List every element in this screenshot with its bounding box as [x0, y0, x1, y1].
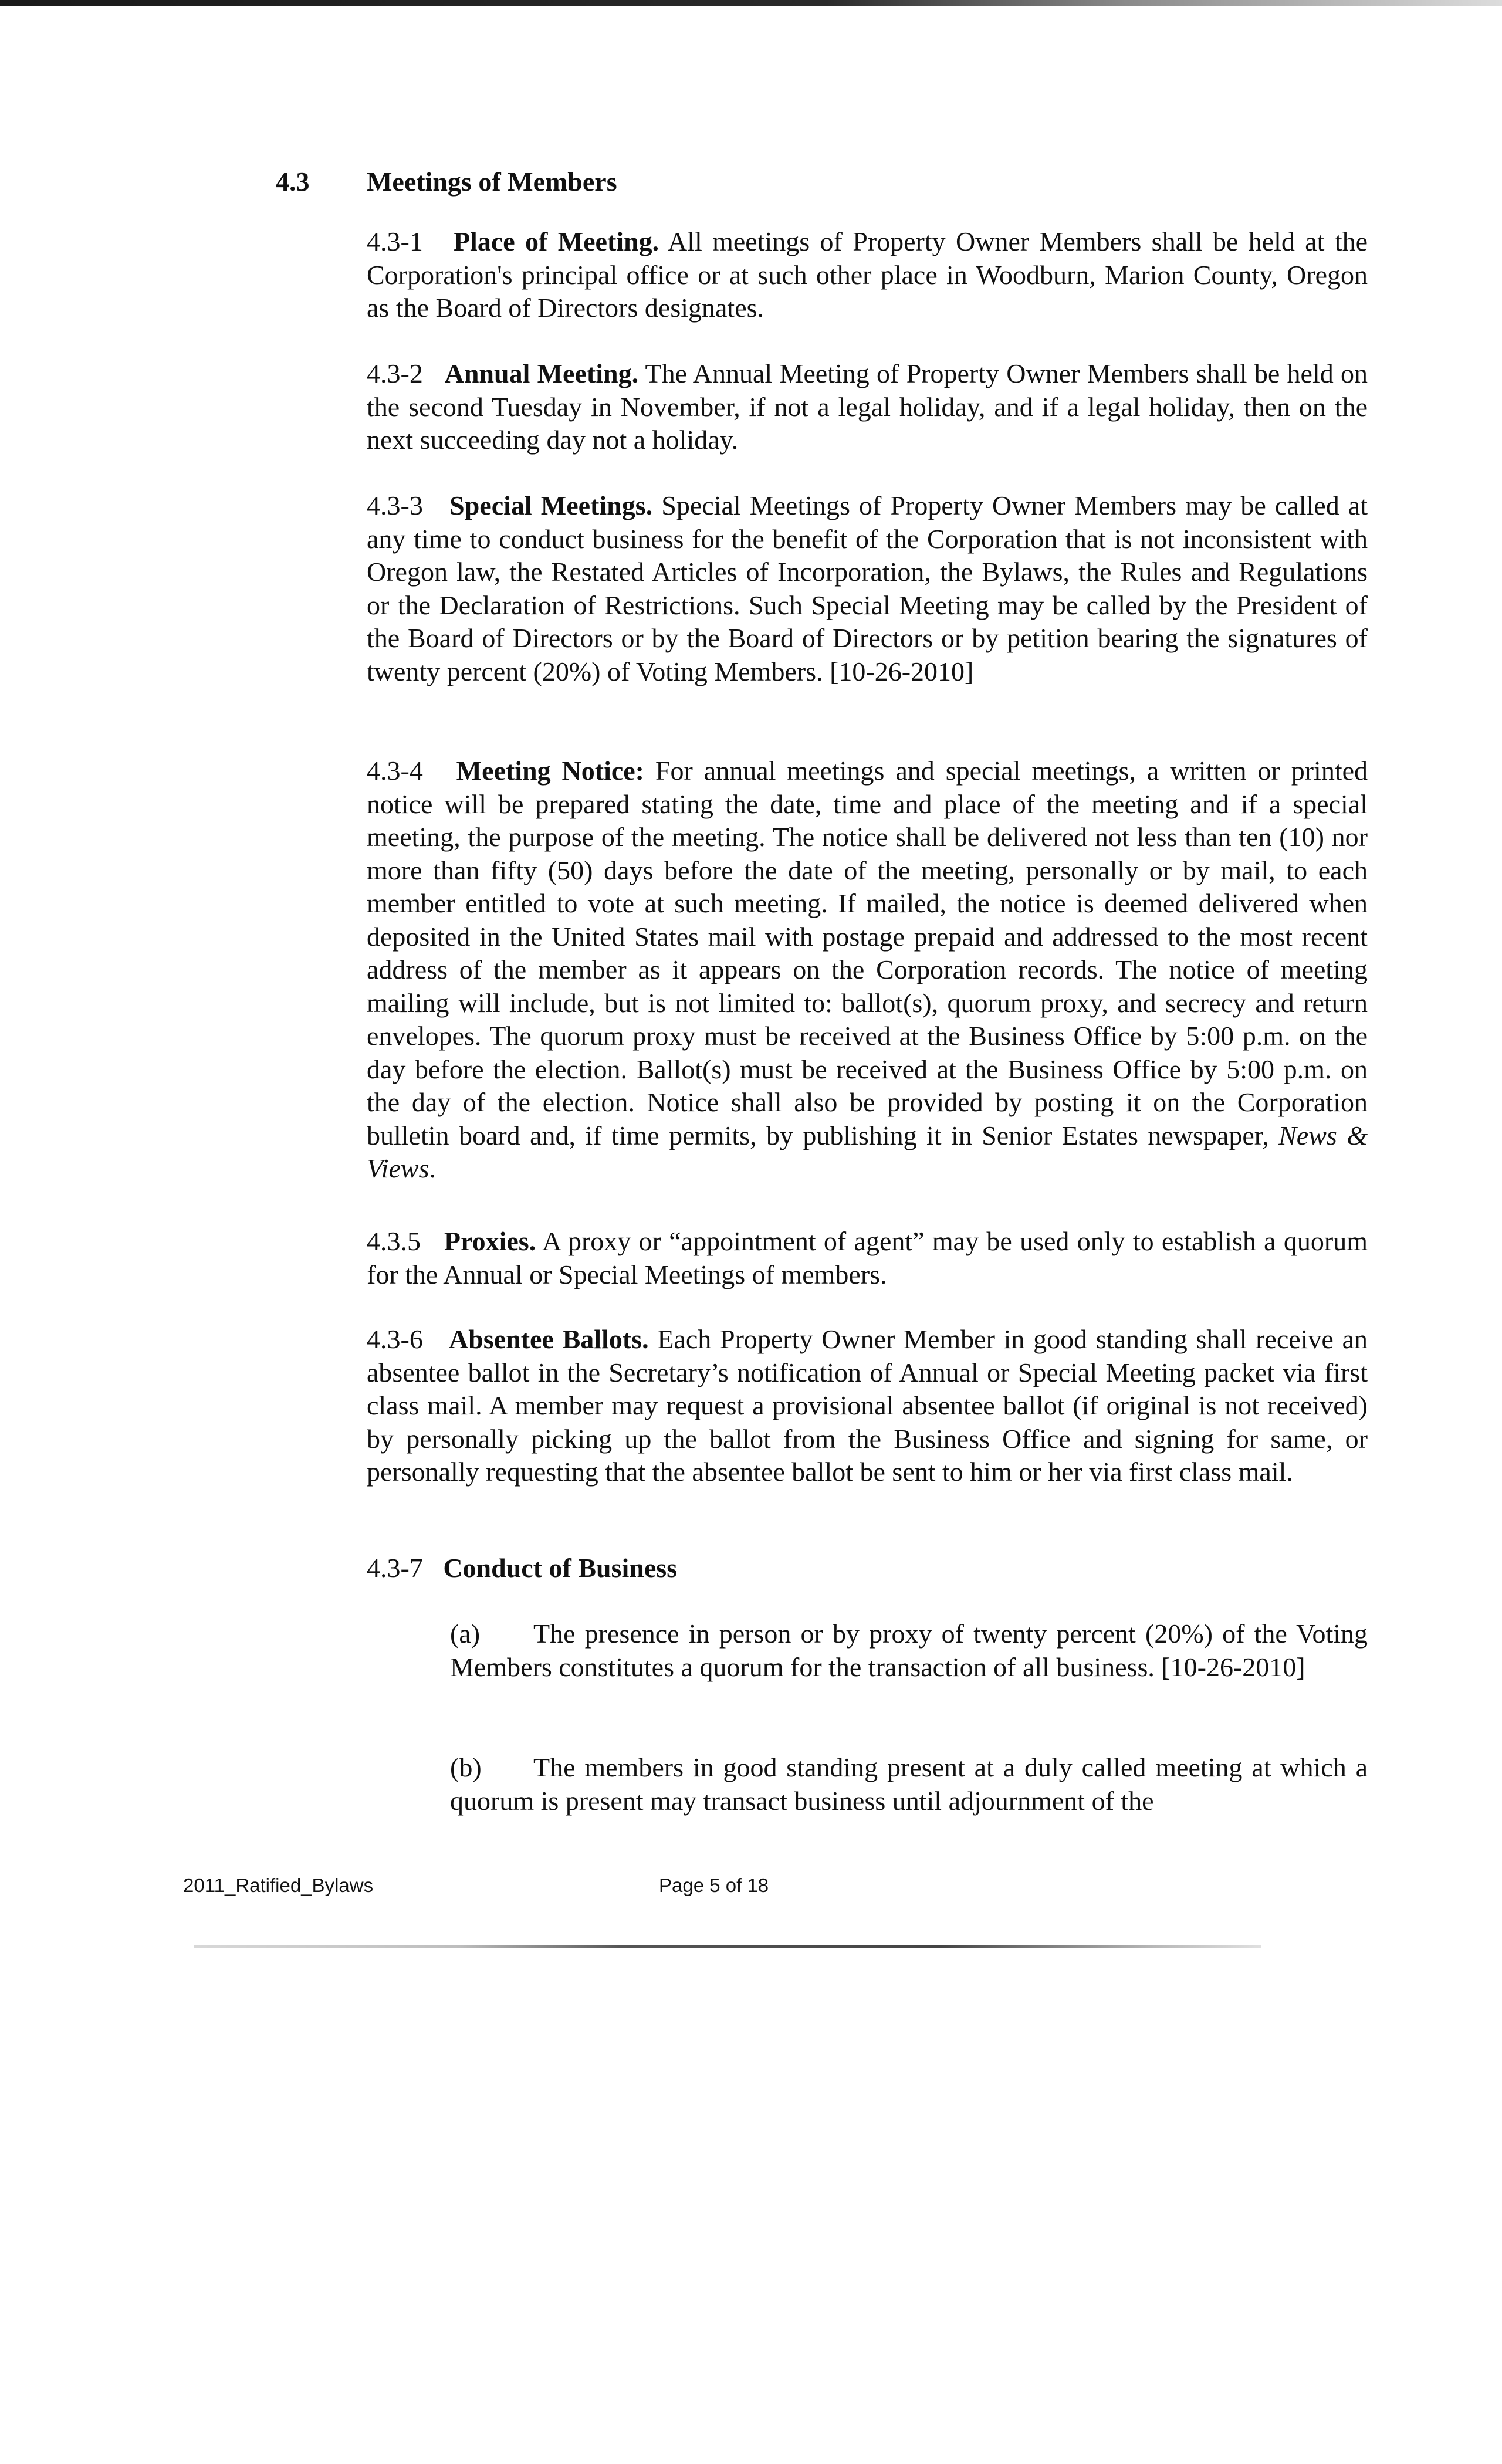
para-title: Conduct of Business — [443, 1553, 678, 1583]
paragraph-meeting-notice — [367, 754, 1368, 1186]
para-text: For annual meetings and special meetings, a written or printed notice will be prepared stating the date, time and place of the meeting and if a special meeting, the purpose of the meeting. The notice shall be delivered not less than ten (10) nor more than fifty (50) days before the date of the meeting, personally or by mail, to each member entitled to vote at such meeting. If mailed, the notice is deemed delivered when deposited in the United States mail with postage prepaid and addressed to the most recent address of the member as it appears on the Corporation records. The notice of meeting mailing will include, but is not limited to: ballot(s), quorum proxy, and secrecy and return envelopes. The quorum proxy must be received at the Business Office by 5:00 p.m. on the day before the election. Ballot(s) must be received at the Business Office by 5:00 p.m. on the day of the election. Notice shall also be provided by posting it on the Corporation bulletin board and, if time permits, by publishing it in Senior Estates newspaper, — [367, 756, 1368, 1150]
section-heading — [276, 165, 617, 199]
footer-document-name: 2011_Ratified_Bylaws — [183, 1874, 374, 1896]
para-title: Annual Meeting. — [444, 358, 639, 388]
para-number: 4.3.5 — [367, 1226, 421, 1256]
paragraph-special-meetings — [367, 489, 1368, 688]
paragraph-proxies — [367, 1225, 1368, 1291]
paragraph-place-of-meeting — [367, 225, 1368, 325]
subpara-text: The presence in person or by proxy of twenty percent (20%) of the Voting Members constitutes a quorum for the transaction of all business. [10-26-2010] — [450, 1619, 1368, 1682]
para-number: 4.3-1 — [367, 226, 423, 256]
para-number: 4.3-6 — [367, 1324, 423, 1354]
para-title: Special Meetings. — [449, 490, 653, 520]
para-number: 4.3-3 — [367, 490, 423, 520]
section-number: 4.3 — [276, 167, 310, 197]
subparagraph-a — [450, 1617, 1368, 1684]
para-text: A proxy or “appointment of agent” may be used only to establish a quorum for the Annual or Special Meetings of members. — [367, 1226, 1368, 1289]
para-number: 4.3-4 — [367, 756, 423, 786]
paragraph-annual-meeting — [367, 357, 1368, 457]
subparagraph-b — [450, 1751, 1368, 1817]
subpara-text: The members in good standing present at a duly called meeting at which a quorum is present may transact business until adjournment of the — [450, 1752, 1368, 1816]
scan-edge-bottom — [194, 1945, 1261, 1948]
footer-page-number: Page 5 of 18 — [659, 1874, 769, 1896]
para-title: Meeting Notice: — [456, 756, 644, 786]
para-tail: . — [429, 1153, 436, 1183]
para-title: Proxies. — [444, 1226, 536, 1256]
para-number: 4.3-7 — [367, 1553, 423, 1583]
para-text: Special Meetings of Property Owner Members may be called at any time to conduct business for the benefit of the Corporation that is not inconsistent with Oregon law, the Restated Articles of Incorporation, the Bylaws, the Rules and Regulations or the Declaration of Restrictions. Such Special Meeting may be called by the President of the Board of Directors or by the Board of Directors or by petition bearing the signatures of twenty percent (20%) of Voting Members. [10-26-2010] — [367, 490, 1368, 686]
paragraph-conduct-of-business — [367, 1552, 1368, 1585]
newspaper-title: News & Views — [367, 1120, 1368, 1183]
subpara-label: (a) — [450, 1619, 481, 1649]
para-text: The Annual Meeting of Property Owner Members shall be held on the second Tuesday in November, if not a legal holiday, and if a legal holiday, then on the next succeeding day not a holiday. — [367, 358, 1368, 455]
para-text: Each Property Owner Member in good standing shall receive an absentee ballot in the Secretary’s notification of Annual or Special Meeting packet via first class mail. A member may request a provisional absentee ballot (if original is not received) by personally picking up the ballot from the Business Office and signing for same, or personally requesting that the absentee ballot be sent to him or her via first class mail. — [367, 1324, 1368, 1487]
subpara-label: (b) — [450, 1752, 482, 1782]
para-text: All meetings of Property Owner Members shall be held at the Corporation's principal office or at such other place in Woodburn, Marion County, Oregon as the Board of Directors designates. — [367, 226, 1368, 323]
para-title: Absentee Ballots. — [449, 1324, 649, 1354]
para-number: 4.3-2 — [367, 358, 423, 388]
paragraph-absentee-ballots — [367, 1323, 1368, 1489]
para-title: Place of Meeting. — [453, 226, 659, 256]
section-title: Meetings of Members — [367, 167, 617, 197]
